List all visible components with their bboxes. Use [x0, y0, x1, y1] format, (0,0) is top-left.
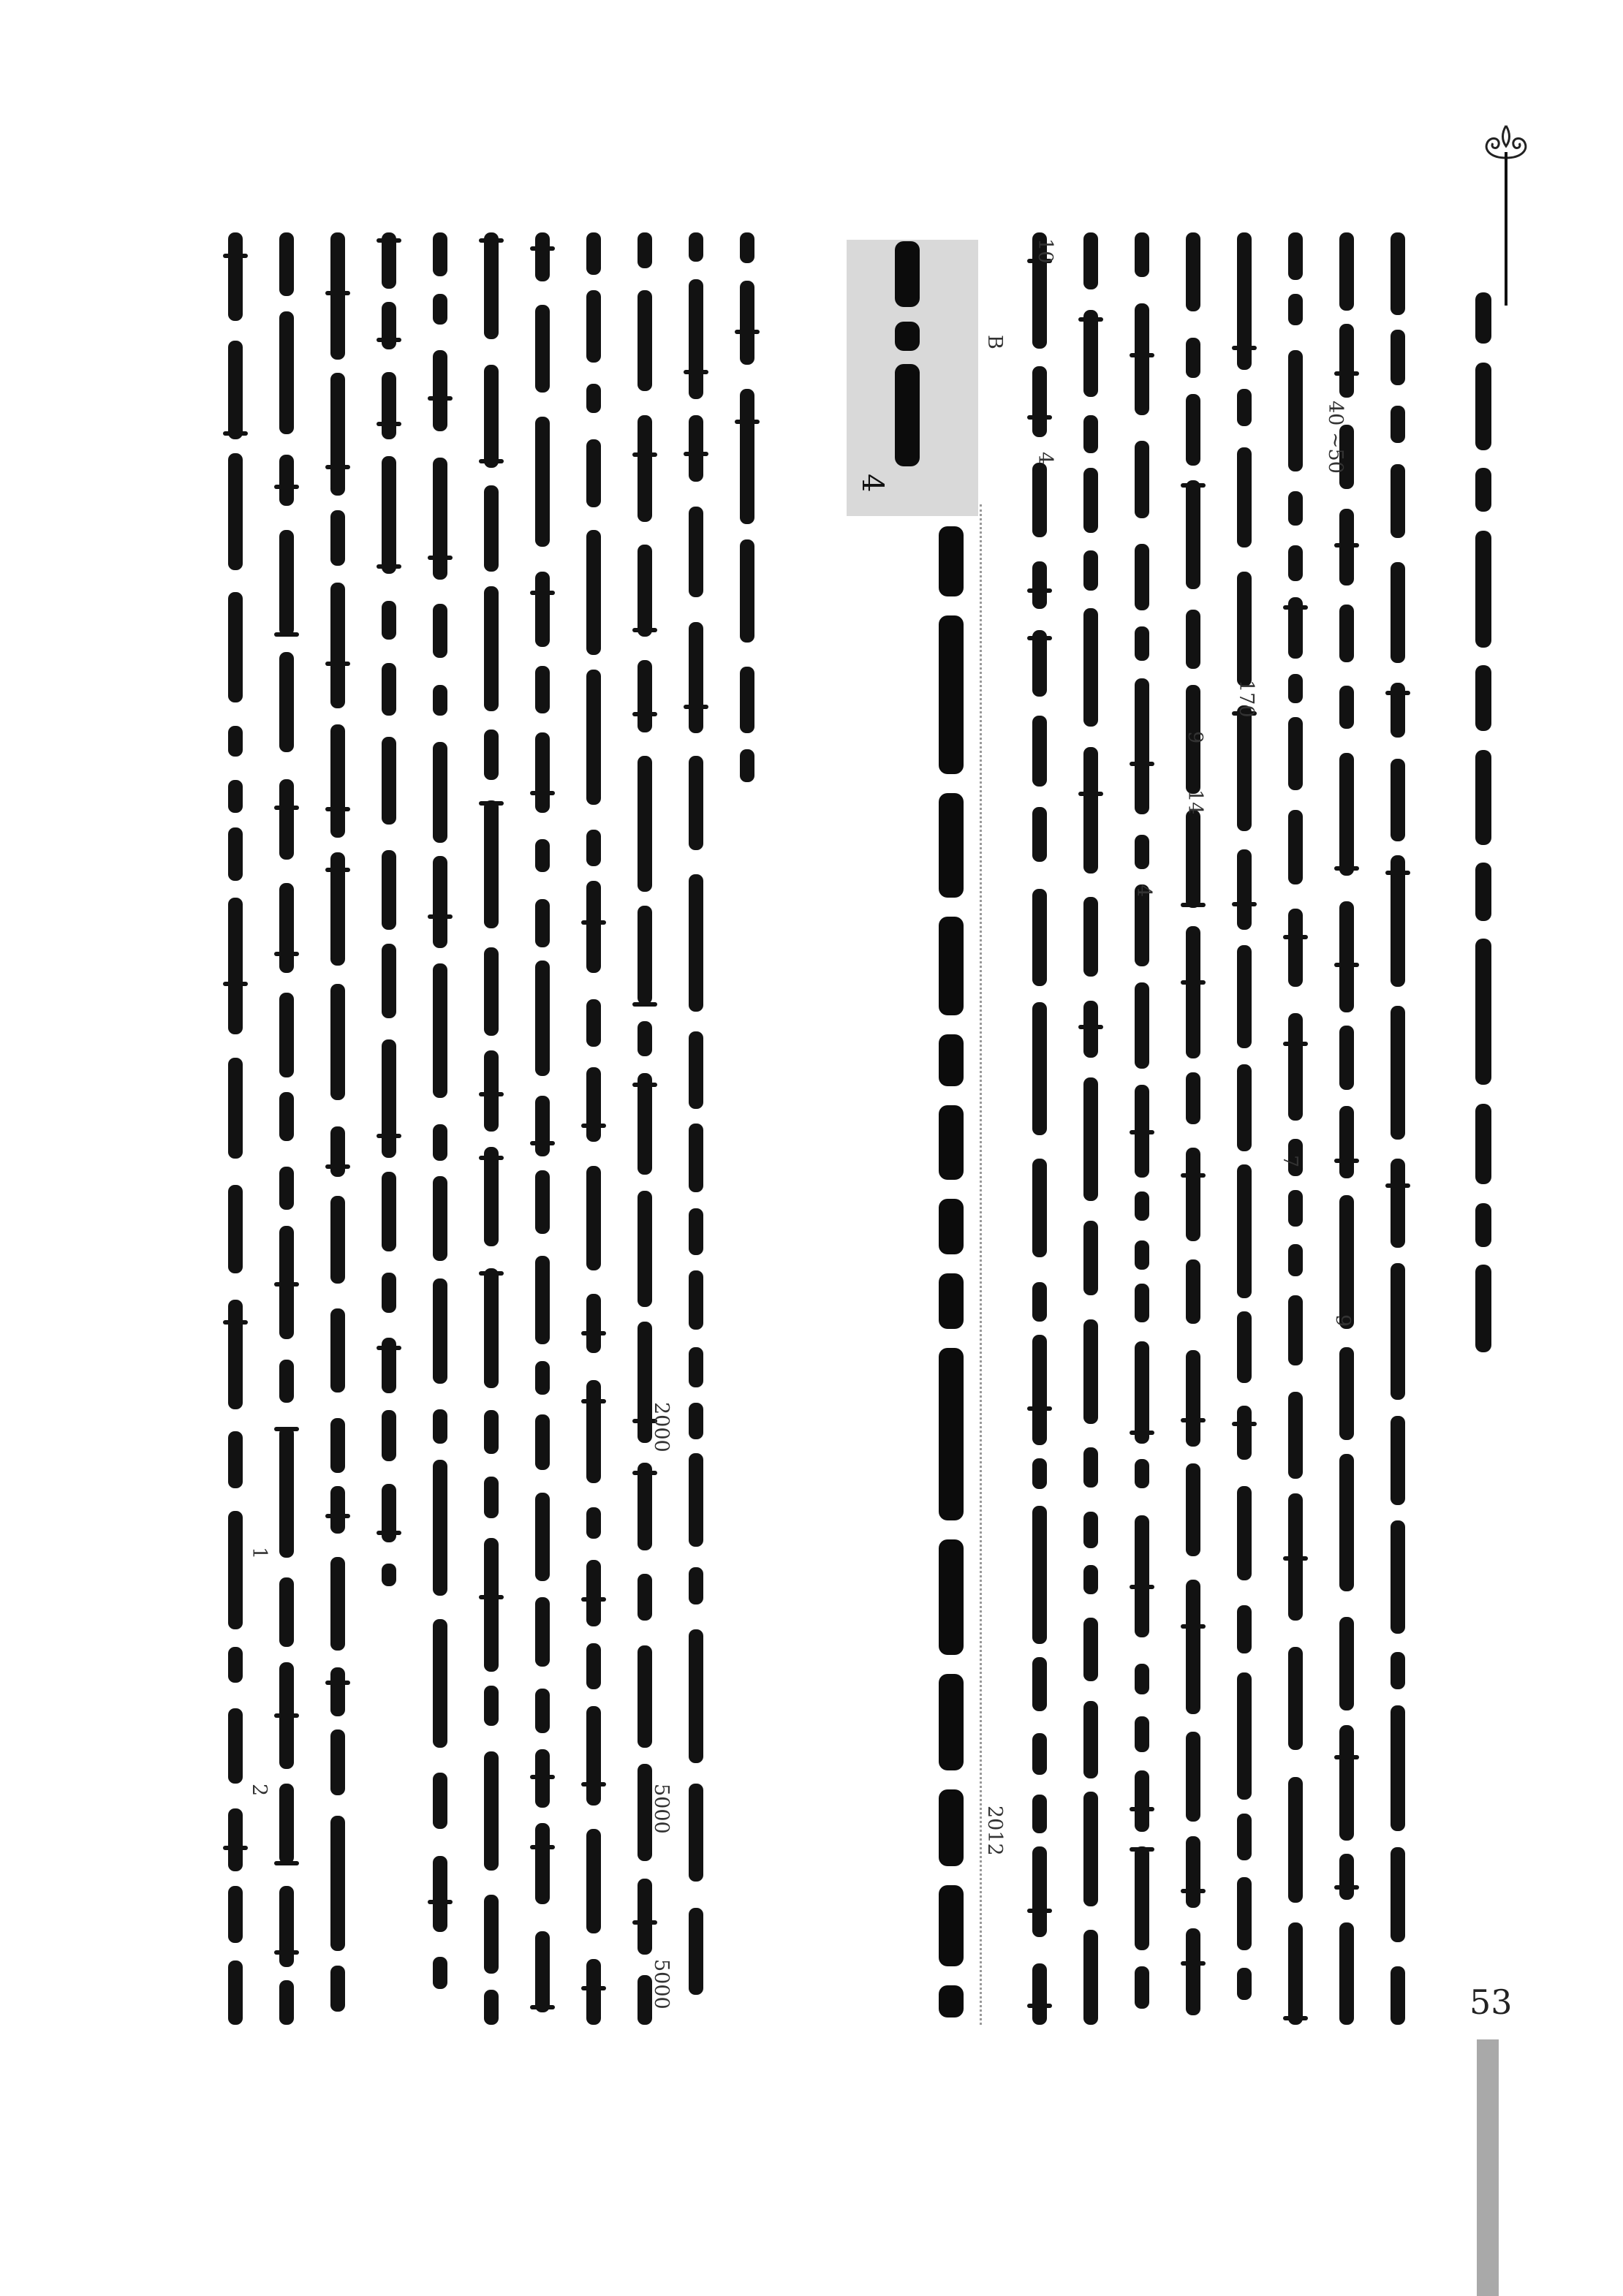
section-title: [885, 241, 931, 475]
inline-number: B: [983, 335, 1006, 349]
inline-number: 7: [1279, 1155, 1301, 1168]
inline-number: 4: [1132, 884, 1155, 898]
inline-number: 2012: [983, 1806, 1006, 1856]
inline-number: 14: [1184, 789, 1206, 815]
text-column: [1382, 232, 1415, 2025]
text-column: [526, 232, 560, 2025]
section-subtitle: [928, 526, 975, 2032]
running-header: [1469, 292, 1502, 1367]
text-column: [1177, 232, 1211, 2025]
text-column: [1126, 232, 1159, 2025]
header-rule: [1505, 152, 1507, 306]
inline-number: 2000: [650, 1402, 673, 1452]
thumb-tab: [1477, 2039, 1499, 2296]
inline-number: 1: [248, 1547, 270, 1560]
heading-divider: [980, 504, 982, 2025]
inline-number: 40 ~50: [1324, 401, 1347, 474]
text-column: [1075, 232, 1108, 2025]
text-column: [1228, 232, 1262, 2025]
text-column: [373, 232, 406, 1586]
inline-number: 5000: [650, 1784, 673, 1834]
inline-number: 9: [1331, 1314, 1354, 1327]
inline-number: 4: [1034, 452, 1056, 465]
text-column: [1279, 232, 1313, 2025]
text-column: [270, 232, 304, 2025]
text-column: [475, 232, 509, 2025]
text-column: [1331, 232, 1364, 2025]
inline-number: 9: [1184, 731, 1206, 744]
inline-number: 5000: [650, 1959, 673, 2009]
section-number: 4: [855, 474, 889, 493]
text-column: [578, 232, 611, 2025]
text-column: [322, 232, 355, 2025]
page-number: 53: [1469, 1982, 1513, 2022]
text-column: [219, 232, 253, 2025]
text-column: [731, 232, 765, 782]
text-column: [629, 232, 662, 2025]
text-column: [1024, 232, 1057, 2025]
inline-number: 170: [1235, 680, 1257, 718]
inline-number: 10: [1034, 238, 1056, 264]
text-column: [424, 232, 458, 2025]
inline-number: 2: [248, 1784, 270, 1797]
text-column: [680, 232, 714, 2025]
